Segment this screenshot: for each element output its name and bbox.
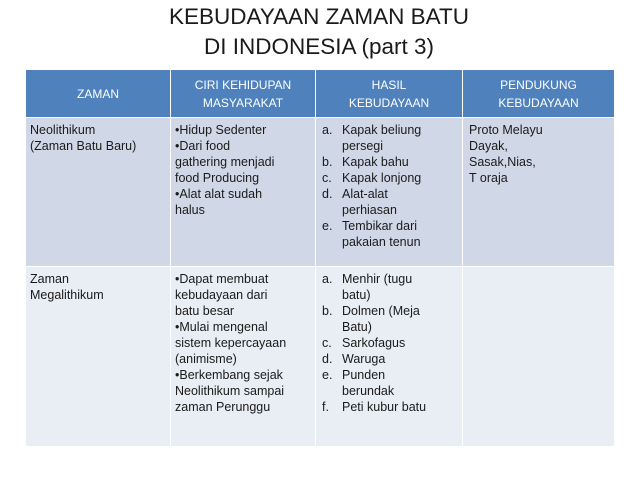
table-row — [26, 118, 615, 267]
cell-text-line: (animisme) — [175, 352, 237, 366]
cell-text-line: pakaian tenun — [342, 235, 421, 249]
list-marker: f. — [322, 400, 329, 414]
cell-text-line: batu besar — [175, 304, 235, 318]
cell-text-line: Punden — [342, 368, 386, 382]
list-item — [320, 303, 459, 335]
cell-text-line: Menhir (tugu — [342, 272, 413, 286]
cell-hasil-kebudayaan — [316, 118, 463, 267]
cell-text-line: Batu) — [342, 320, 372, 334]
cell-text-line: halus — [175, 203, 205, 217]
cell-text-line: Dolmen (Meja — [342, 304, 420, 318]
header-zaman — [26, 70, 171, 118]
list-marker: e. — [322, 368, 333, 382]
cell-text-line: CIRI KEHIDUPAN — [194, 77, 292, 92]
list-marker: d. — [322, 187, 333, 201]
cell-text-line: •Dapat membuat — [175, 272, 269, 286]
cell-text-line: Peti kubur batu — [342, 400, 427, 414]
cell-text-line: perhiasan — [342, 203, 397, 217]
cell-text-line: MASYARAKAT — [202, 95, 284, 110]
cell-text-line: kebudayaan dari — [175, 288, 268, 302]
cell-pendukung — [463, 118, 615, 267]
slide-title — [0, 0, 638, 62]
cell-zaman — [26, 267, 171, 447]
cell-text-line: Neolithikum — [30, 123, 96, 137]
cell-text-line: berundak — [342, 384, 395, 398]
list-item — [320, 154, 459, 170]
hasil-list — [320, 122, 459, 250]
cell-text-line: Tembikar dari — [342, 219, 418, 233]
cell-text-line: gathering menjadi — [175, 155, 275, 169]
hasil-list — [320, 271, 459, 415]
title-line-2: DI INDONESIA (part 3) — [203, 34, 435, 59]
cell-text-line: Kapak beliung — [342, 123, 422, 137]
cell-text-line: PENDUKUNG — [500, 77, 577, 92]
cell-text-line: HASIL — [371, 77, 407, 92]
cell-text-line: •Dari food — [175, 139, 231, 153]
cell-text-line: •Mulai mengenal — [175, 320, 268, 334]
cell-zaman — [26, 118, 171, 267]
cell-text-line: Proto Melayu — [469, 123, 543, 137]
cell-text-line: KEBUDAYAAN — [498, 95, 579, 110]
header-hasil-kebudayaan — [316, 70, 463, 118]
cell-text-line: KEBUDAYAAN — [348, 95, 430, 110]
list-marker: b. — [322, 155, 333, 169]
list-item — [320, 186, 459, 218]
list-item — [320, 271, 459, 303]
list-item — [320, 122, 459, 154]
cell-text-line: Zaman — [30, 272, 69, 286]
cell-text-line: T oraja — [469, 171, 508, 185]
cell-text-line: Megalithikum — [30, 288, 104, 302]
cell-text-line: Sasak,Nias, — [469, 155, 536, 169]
list-marker: c. — [322, 336, 332, 350]
list-item — [320, 367, 459, 399]
list-item — [320, 218, 459, 250]
list-marker: c. — [322, 171, 332, 185]
cell-text-line: Kapak bahu — [342, 155, 409, 169]
cell-text-line: •Alat alat sudah — [175, 187, 263, 201]
culture-table — [25, 69, 615, 447]
table-row — [26, 267, 615, 447]
list-marker: b. — [322, 304, 333, 318]
cell-pendukung — [463, 267, 615, 447]
cell-text-line: Sarkofagus — [342, 336, 406, 350]
list-item — [320, 399, 459, 415]
cell-text-line: Neolithikum sampai — [175, 384, 285, 398]
cell-ciri-kehidupan — [171, 267, 316, 447]
cell-text-line: Kapak lonjong — [342, 171, 422, 185]
title-line-1: KEBUDAYAAN ZAMAN BATU — [168, 4, 470, 29]
header-row — [26, 70, 615, 118]
header-pendukung-kebudayaan — [463, 70, 615, 118]
cell-text-line: batu) — [342, 288, 371, 302]
list-marker: d. — [322, 352, 333, 366]
cell-text-line: (Zaman Batu Baru) — [30, 139, 137, 153]
list-marker: a. — [322, 123, 333, 137]
cell-text-line: Waruga — [342, 352, 386, 366]
cell-ciri-kehidupan — [171, 118, 316, 267]
list-marker: e. — [322, 219, 333, 233]
cell-text-line: Dayak, — [469, 139, 508, 153]
cell-text-line: persegi — [342, 139, 383, 153]
cell-text-line: •Berkembang sejak — [175, 368, 283, 382]
list-item — [320, 335, 459, 351]
header-ciri-kehidupan — [171, 70, 316, 118]
list-item — [320, 170, 459, 186]
cell-text-line: •Hidup Sedenter — [175, 123, 267, 137]
list-item — [320, 351, 459, 367]
cell-hasil-kebudayaan — [316, 267, 463, 447]
cell-text-line: food Producing — [175, 171, 260, 185]
cell-text-line: sistem kepercayaan — [175, 336, 287, 350]
cell-text-line: Alat-alat — [342, 187, 388, 201]
list-marker: a. — [322, 272, 333, 286]
cell-text-line: ZAMAN — [77, 86, 119, 101]
cell-text-line: zaman Perunggu — [175, 400, 271, 414]
